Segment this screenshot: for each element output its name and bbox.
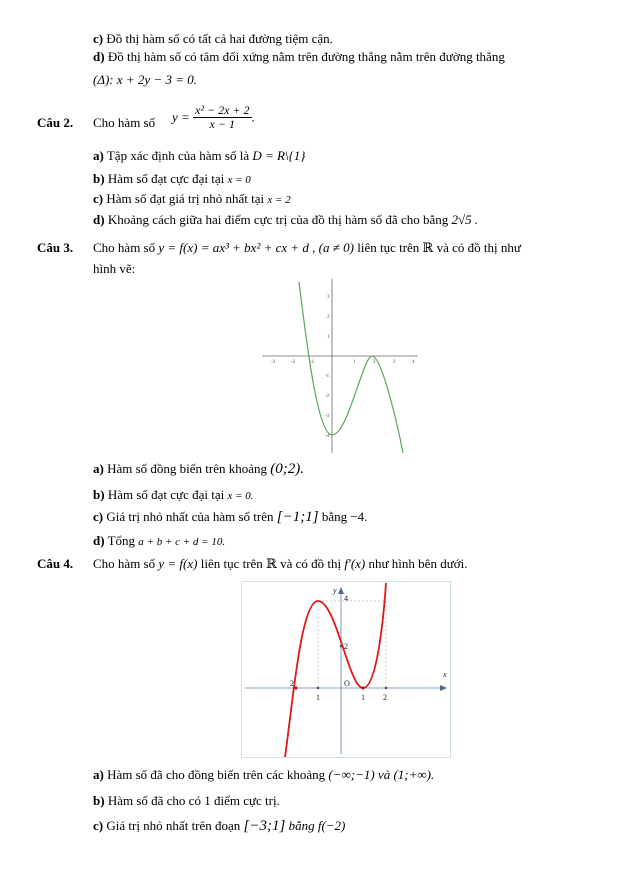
q4-label-1: 1 [361,693,365,702]
q3-tick-x-3: 3 [393,360,396,365]
q3-item-a: a) Hàm số đồng biến trên khoảng (0;2). [93,461,305,477]
q3-tick-x-m3: -3 [271,360,276,365]
q3-line2: hình vẽ: [93,261,136,276]
q4-y-arrow [338,587,344,594]
q3-tick-y-m2: -2 [325,394,330,399]
q3-tick-x-1: 1 [353,360,356,365]
q3-tick-y-2: 2 [327,315,330,320]
q1-item-d-equation: (Δ): x + 2y − 3 = 0. [93,72,197,87]
q3-tick-y-m1: -1 [325,374,330,379]
q4-item-b: b) Hàm số đã cho có 1 điểm cực trị. [93,793,280,808]
q4-derivative-graph [241,581,451,758]
q4-line1: Cho hàm số y = f(x) liên tục trên ℝ và có đồ thị f′(x) như hình bên dưới. [93,556,468,571]
q4-label-pos2: 2 [383,693,387,702]
q3-cubic-curve [299,282,403,453]
q3-tick-x-2: 2 [373,360,376,365]
q4-label-y: y [333,586,337,595]
q3-tick-x-4: 4 [412,360,415,365]
q4-item-a: a) Hàm số đã cho đồng biến trên các khoảng (−∞;−1) và (1;+∞). [93,767,435,782]
q3-tick-x-m2: -2 [291,360,296,365]
q2-fraction: $\frac{\text{x² − 2x + 2}}{x - 1}$ [195,103,250,131]
q3-tick-y-1: 1 [327,335,330,340]
q1-item-c: c) Đồ thị hàm số có tất cả hai đường tiệm cận. [93,31,333,46]
q4-point-neg1 [317,687,320,690]
q4-label-x: x [443,670,447,679]
q3-title: Câu 3. [37,240,74,255]
q4-point-2 [385,687,388,690]
q3-item-d: d) Tổng a + b + c + d = 10. [93,533,226,548]
q4-point-y2 [340,645,343,648]
q4-title: Câu 4. [37,556,74,571]
q2-function: y = $\frac{\text{x² − 2x + 2}}{x - 1}$ . [172,103,255,131]
q3-tick-x-m1: -1 [310,360,315,365]
q4-label-4: 4 [344,594,348,603]
q4-graph-frame [242,582,451,758]
q3-cubic-graph [258,277,420,455]
q4-point-neg2 [295,687,298,690]
q4-x-arrow [440,685,447,691]
q4-item-c: c) Giá trị nhỏ nhất trên đoạn [−3;1] bằng f(−2) [93,818,346,834]
q3-tick-y-3: 3 [327,295,330,300]
q4-label-neg2: 2 [290,679,294,688]
q1-item-d: d) Đồ thị hàm số có tâm đối xứng nằm trên đường thẳng nằm trên đường thẳng [93,49,505,64]
q4-point-1 [362,687,365,690]
q2-title: Câu 2. [37,115,74,130]
q4-label-neg1: 1 [316,693,320,702]
q4-label-2: 2 [344,642,348,651]
q2-item-d: d) Khoảng cách giữa hai điểm cực trị của đồ thị hàm số đã cho bằng 2√5 . [93,212,479,227]
q3-item-b: b) Hàm số đạt cực đại tại x = 0. [93,487,254,502]
q3-tick-y-m4: -4 [325,434,330,439]
q4-label-origin: O [344,679,350,688]
q3-line1: Cho hàm số y = f(x) = ax³ + bx² + cx + d , (a ≠ 0) liên tục trên ℝ và có đồ thị như [93,240,521,255]
q2-item-b: b) Hàm số đạt cực đại tại x = 0 [93,171,251,186]
q2-item-a: a) Tập xác định của hàm số là D = R\{1} [93,148,306,163]
q4-derivative-curve [285,583,386,757]
q3-ticks [271,295,415,439]
q2-intro: Cho hàm số [93,115,156,130]
q3-item-c: c) Giá trị nhỏ nhất của hàm số trên [−1;1] bằng −4. [93,509,368,525]
q3-tick-y-m3: -3 [325,414,330,419]
q2-item-c: c) Hàm số đạt giá trị nhỏ nhất tại x = 2 [93,191,291,206]
